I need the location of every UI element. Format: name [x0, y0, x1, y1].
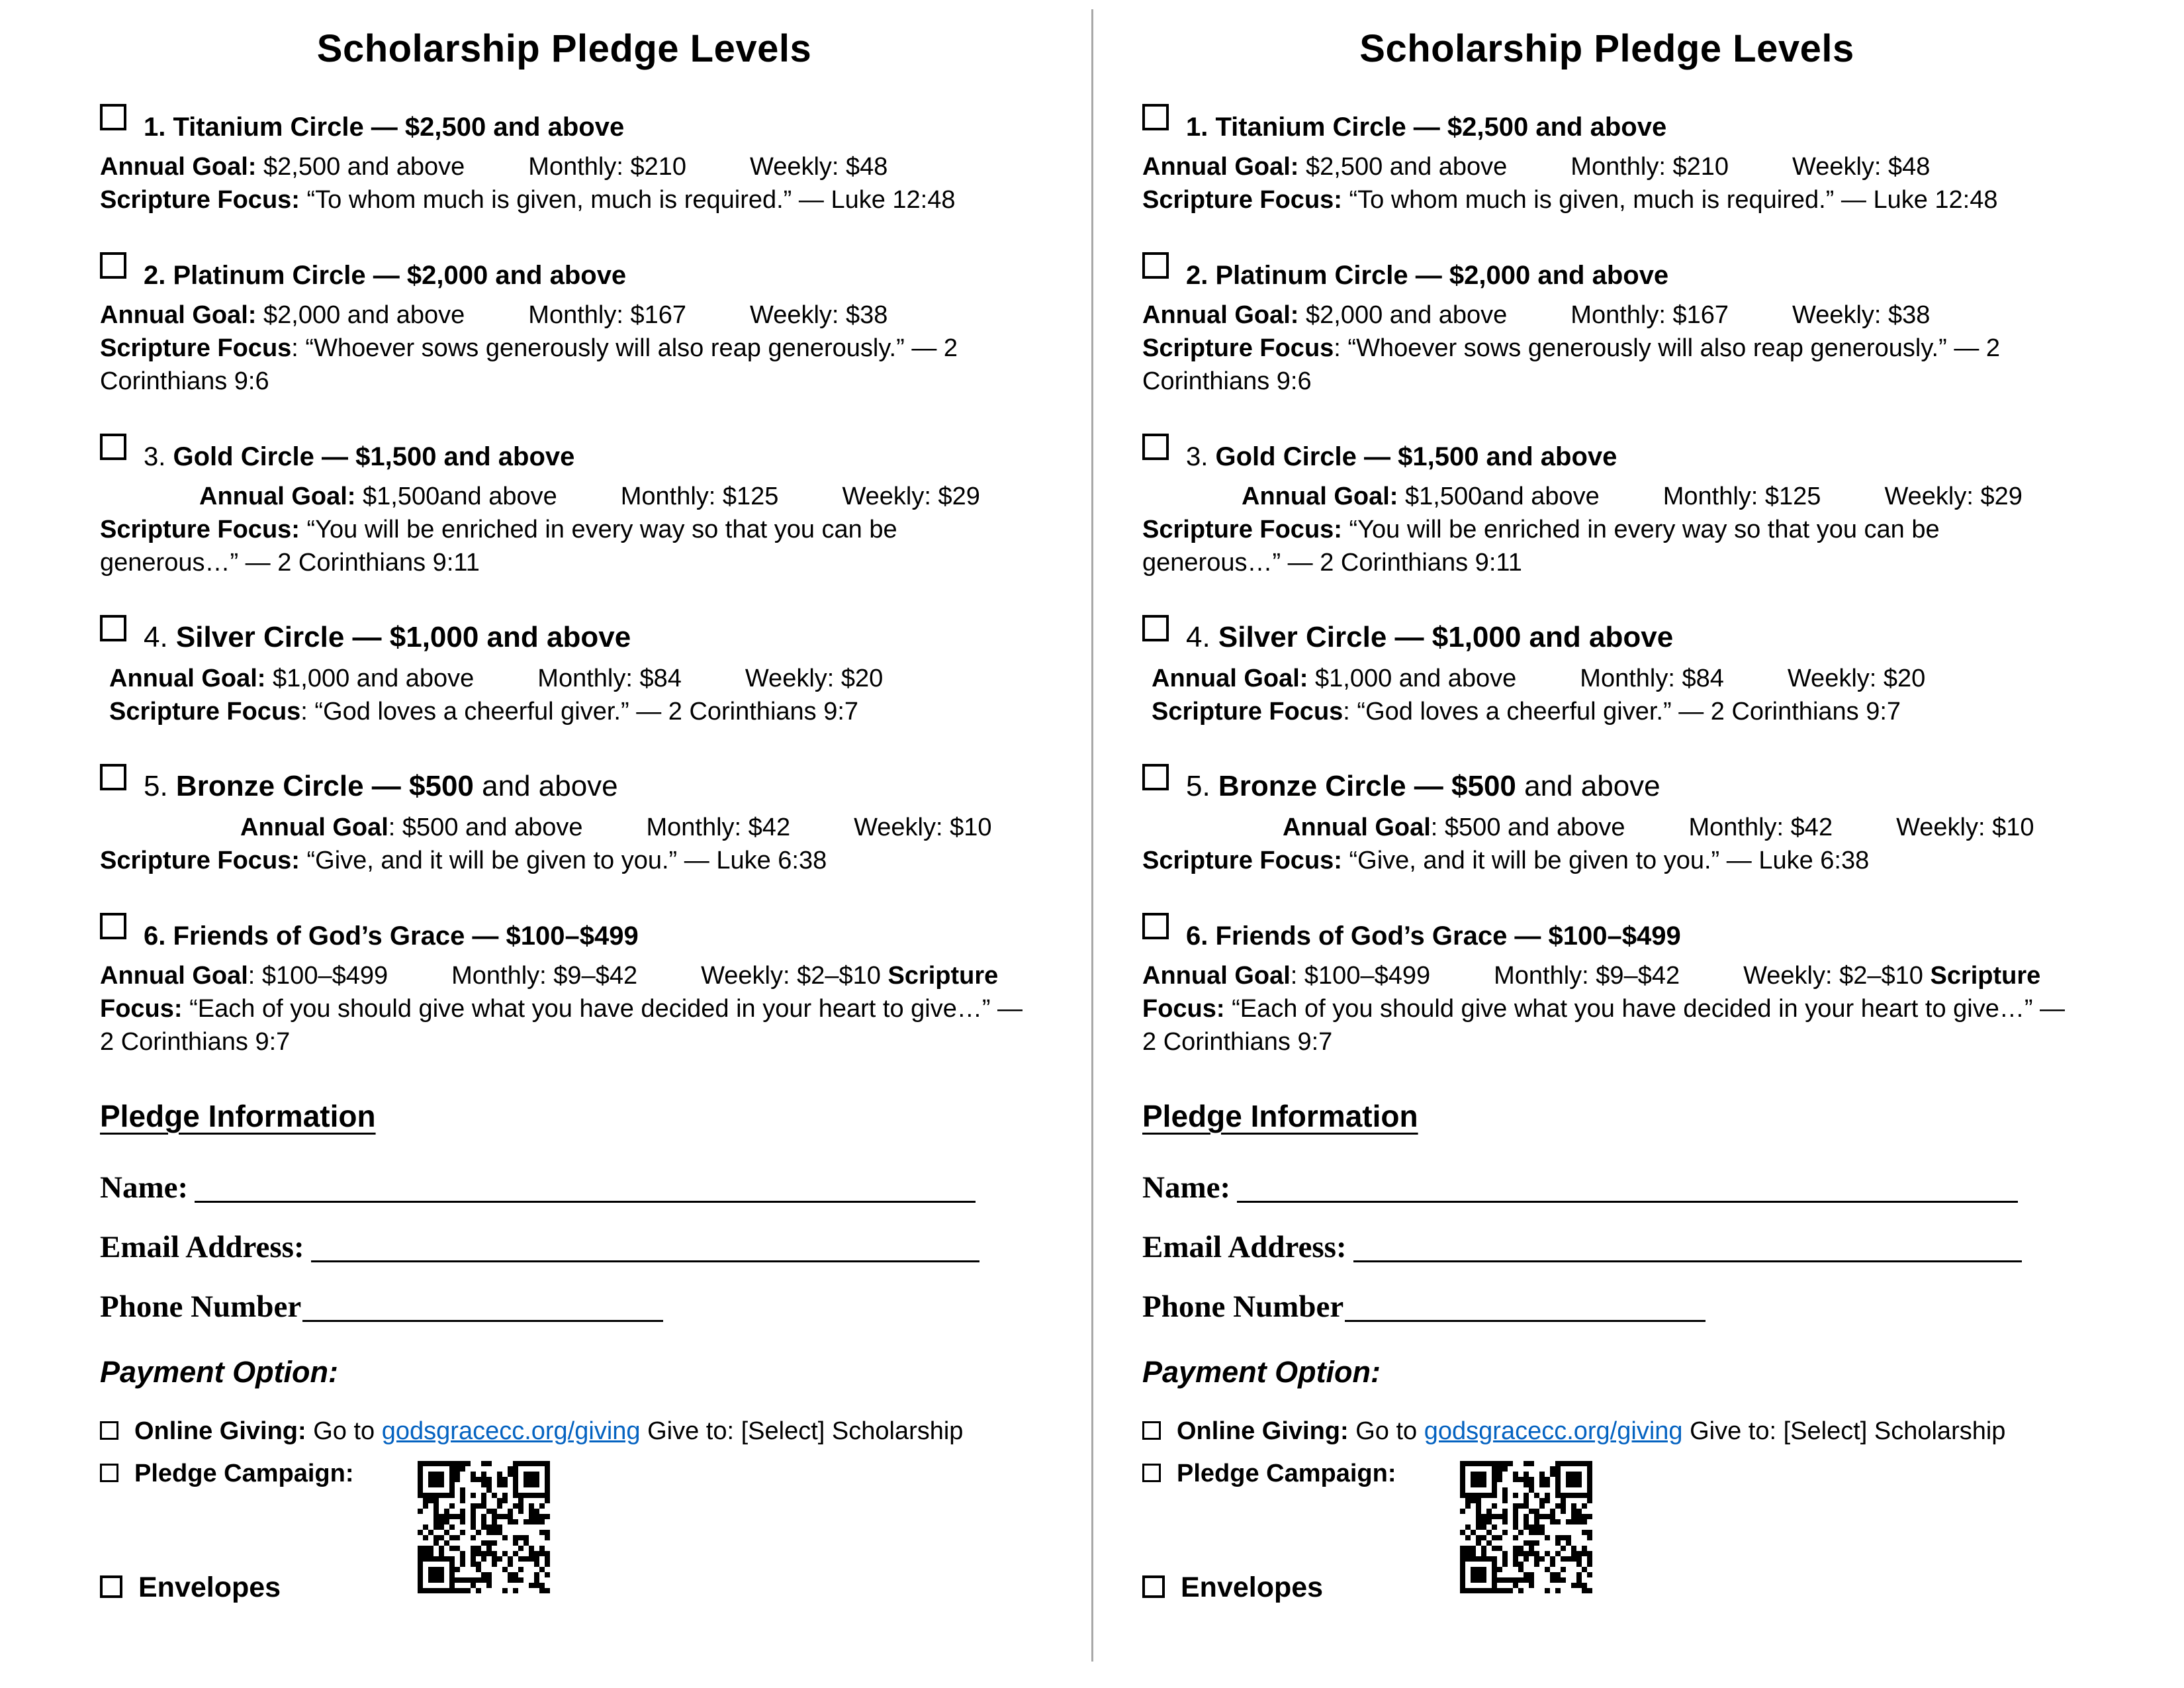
pledge-campaign-label: Pledge Campaign: [134, 1460, 354, 1487]
giving-link[interactable]: godsgracecc.org/giving [1424, 1417, 1683, 1445]
level-friends-heading [100, 917, 1028, 951]
bronze-goal-line [1142, 811, 2071, 844]
pledge-level-gold [100, 438, 1028, 579]
scripture-label: Scripture Focus: [1142, 847, 1342, 874]
scripture-label: Scripture Focus: [100, 186, 300, 214]
email-field-row [1142, 1229, 2071, 1265]
pledge-campaign-line [1142, 1457, 1460, 1490]
platinum-scripture-line [1142, 332, 2071, 398]
scripture-label: Scripture Focus: [1142, 962, 2041, 1023]
pledge-level-titanium [1142, 108, 2071, 216]
pledge-campaign-checkbox[interactable] [1142, 1464, 1161, 1482]
pledge-information-heading: Pledge Information [1142, 1099, 1418, 1133]
pledge-campaign-label: Pledge Campaign: [1177, 1460, 1396, 1487]
envelopes-line [1142, 1571, 1460, 1604]
pledge-level-silver [100, 619, 1028, 728]
pledge-level-platinum [1142, 256, 2071, 398]
pledge-information-heading: Pledge Information [100, 1099, 376, 1133]
annual-goal-value: $2,000 and above [1298, 301, 1508, 329]
level-title-text: 1. Titanium Circle — $2,500 and above [144, 113, 625, 142]
annual-goal-label: Annual Goal: [109, 665, 266, 692]
friends-goal-scripture-line [1142, 959, 2071, 1058]
titanium-checkbox[interactable] [100, 104, 126, 130]
monthly-goal: Monthly: $210 [1570, 153, 1729, 181]
weekly-goal: Weekly: $48 [750, 153, 888, 181]
level-platinum-heading [100, 256, 1028, 291]
monthly-goal: Monthly: $84 [1580, 665, 1724, 692]
level-number: 4. [1186, 621, 1218, 653]
weekly-goal: Weekly: $10 [1896, 814, 2034, 841]
level-number: 5. [144, 770, 176, 802]
monthly-goal: Monthly: $42 [646, 814, 791, 841]
scripture-text: : “Whoever sows generously will also reap generously.” — 2 Corinthians 9:6 [100, 334, 958, 395]
annual-goal-label: Annual Goal: [1152, 665, 1308, 692]
pledge-campaign-line [100, 1457, 418, 1490]
annual-goal-value: : $100–$499 [1290, 962, 1431, 990]
annual-goal-label: Annual Goal: [1242, 483, 1398, 510]
online-giving-checkbox[interactable] [1142, 1421, 1161, 1440]
page-title: Scholarship Pledge Levels [316, 27, 812, 70]
monthly-goal: Monthly: $210 [528, 153, 687, 181]
online-giving-line [1142, 1415, 2071, 1448]
annual-goal-label: Annual Goal: [1142, 153, 1299, 181]
annual-goal-value: $1,500and above [355, 483, 557, 510]
silver-goal-line [1142, 662, 2071, 695]
name-blank-line[interactable] [1237, 1201, 2018, 1203]
level-number: 5. [1186, 770, 1218, 802]
level-number: 4. [144, 621, 176, 653]
bronze-checkbox[interactable] [1142, 764, 1169, 790]
phone-field-row [1142, 1289, 2071, 1325]
level-bronze-heading [1142, 768, 2071, 803]
platinum-goal-line [100, 299, 1028, 332]
column-divider [1091, 9, 1093, 1662]
scripture-text: : “God loves a cheerful giver.” — 2 Corinthians 9:7 [300, 698, 859, 726]
weekly-goal: Weekly: $48 [1792, 153, 1931, 181]
level-title-text: Silver Circle — $1,000 and above [1218, 621, 1674, 653]
weekly-goal: Weekly: $29 [1884, 483, 2023, 510]
level-title-text: Bronze Circle — $500 [175, 770, 474, 802]
email-label: Email Address: [100, 1230, 304, 1264]
gold-checkbox[interactable] [1142, 434, 1169, 460]
titanium-goal-line [100, 150, 1028, 183]
email-label: Email Address: [1142, 1230, 1347, 1264]
phone-field-row [100, 1289, 1028, 1325]
platinum-scripture-line [100, 332, 1028, 398]
silver-scripture-line [100, 695, 1028, 728]
pledge-level-gold [1142, 438, 2071, 579]
annual-goal-label: Annual Goal [1142, 962, 1291, 990]
annual-goal-label: Annual Goal [1283, 814, 1431, 841]
phone-blank-line[interactable] [1345, 1320, 1706, 1322]
monthly-goal: Monthly: $42 [1688, 814, 1833, 841]
scripture-text: “Give, and it will be given to you.” — Luke 6:38 [299, 847, 827, 874]
bronze-checkbox[interactable] [100, 764, 126, 790]
level-title-suffix: and above [1516, 770, 1661, 802]
friends-goal-scripture-line [100, 959, 1028, 1058]
payment-option-heading: Payment Option: [1142, 1355, 1381, 1389]
level-bronze-heading [100, 768, 1028, 803]
scripture-label: Scripture Focus [109, 698, 301, 726]
name-field-row [100, 1170, 1028, 1205]
weekly-goal: Weekly: $2–$10 [1743, 962, 1931, 990]
monthly-goal: Monthly: $125 [620, 483, 779, 510]
phone-label: Phone Number [1142, 1289, 1344, 1324]
weekly-goal: Weekly: $2–$10 [701, 962, 888, 990]
pledge-level-friends [100, 917, 1028, 1058]
platinum-goal-line [1142, 299, 2071, 332]
scripture-text: : “God loves a cheerful giver.” — 2 Corinthians 9:7 [1343, 698, 1901, 726]
annual-goal-label: Annual Goal: [199, 483, 356, 510]
scripture-label: Scripture Focus: [100, 962, 999, 1023]
gold-goal-line [1142, 480, 2071, 513]
pledge-level-silver [1142, 619, 2071, 728]
annual-goal-value: : $500 and above [388, 814, 583, 841]
level-title-text: Gold Circle — $1,500 and above [173, 442, 575, 471]
weekly-goal: Weekly: $29 [842, 483, 980, 510]
monthly-goal: Monthly: $167 [1570, 301, 1729, 329]
name-blank-line[interactable] [195, 1201, 976, 1203]
pledge-campaign-checkbox[interactable] [100, 1464, 118, 1482]
gold-goal-line [100, 480, 1028, 513]
qr-code [1460, 1461, 1592, 1593]
email-blank-line[interactable] [1353, 1260, 2022, 1262]
annual-goal-label: Annual Goal [100, 962, 248, 990]
campaign-row [1142, 1457, 2071, 1604]
name-label: Name: [100, 1170, 189, 1205]
pledge-level-bronze [1142, 768, 2071, 877]
friends-checkbox[interactable] [100, 913, 126, 939]
scripture-text: : “Whoever sows generously will also reap generously.” — 2 Corinthians 9:6 [1142, 334, 2001, 395]
online-giving-post-text: Give to: [Select] Scholarship [640, 1417, 964, 1445]
titanium-scripture-line [1142, 183, 2071, 216]
level-title-text: 6. Friends of God’s Grace — $100–$499 [144, 921, 639, 951]
monthly-goal: Monthly: $9–$42 [1494, 962, 1680, 990]
scripture-text: “To whom much is given, much is required.” — Luke 12:48 [1342, 186, 1998, 214]
weekly-goal: Weekly: $38 [750, 301, 888, 329]
pledge-level-platinum [100, 256, 1028, 398]
weekly-goal: Weekly: $10 [854, 814, 992, 841]
email-field-row [100, 1229, 1028, 1265]
level-title-text: Bronze Circle — $500 [1218, 770, 1516, 802]
monthly-goal: Monthly: $125 [1662, 483, 1821, 510]
annual-goal-value: $2,500 and above [256, 153, 465, 181]
level-title-text: 2. Platinum Circle — $2,000 and above [1186, 261, 1669, 290]
scripture-text: “Each of you should give what you have decided in your heart to give…” — 2 Corinthians 9:7 [100, 995, 1023, 1056]
gold-scripture-line [1142, 513, 2071, 579]
qr-code [418, 1461, 550, 1593]
online-giving-line [100, 1415, 1028, 1448]
envelopes-checkbox[interactable] [1142, 1575, 1165, 1598]
silver-checkbox[interactable] [100, 615, 126, 641]
giving-link[interactable]: godsgracecc.org/giving [381, 1417, 641, 1445]
scripture-text: “Give, and it will be given to you.” — Luke 6:38 [1342, 847, 1870, 874]
level-platinum-heading [1142, 256, 2071, 291]
gold-scripture-line [100, 513, 1028, 579]
name-label: Name: [1142, 1170, 1231, 1205]
annual-goal-value: $1,000 and above [1308, 665, 1517, 692]
level-title-text: 6. Friends of God’s Grace — $100–$499 [1186, 921, 1681, 951]
level-title-text: 1. Titanium Circle — $2,500 and above [1186, 113, 1667, 142]
platinum-checkbox[interactable] [1142, 252, 1169, 279]
level-silver-heading [1142, 619, 2071, 654]
level-gold-heading [100, 438, 1028, 472]
name-field-row [1142, 1170, 2071, 1205]
campaign-left-stack [1142, 1457, 1460, 1604]
level-title-suffix: and above [473, 770, 618, 802]
annual-goal-value: : $100–$499 [248, 962, 388, 990]
annual-goal-label: Annual Goal: [100, 153, 257, 181]
pledge-level-friends [1142, 917, 2071, 1058]
level-number: 3. [1186, 442, 1216, 471]
bronze-goal-line [100, 811, 1028, 844]
annual-goal-label: Annual Goal: [100, 301, 257, 329]
annual-goal-label: Annual Goal [240, 814, 388, 841]
platinum-checkbox[interactable] [100, 252, 126, 279]
phone-label: Phone Number [100, 1289, 302, 1324]
level-gold-heading [1142, 438, 2071, 472]
page-title: Scholarship Pledge Levels [1359, 27, 1854, 70]
online-giving-post-text: Give to: [Select] Scholarship [1682, 1417, 2006, 1445]
campaign-left-stack [100, 1457, 418, 1604]
weekly-goal: Weekly: $20 [1787, 665, 1926, 692]
email-blank-line[interactable] [311, 1260, 979, 1262]
pledge-level-bronze [100, 768, 1028, 877]
document-column-right [1092, 0, 2184, 1688]
phone-blank-line[interactable] [302, 1320, 663, 1322]
level-number: 3. [144, 442, 173, 471]
friends-checkbox[interactable] [1142, 913, 1169, 939]
annual-goal-label: Annual Goal: [1142, 301, 1299, 329]
online-giving-checkbox[interactable] [100, 1421, 118, 1440]
scripture-text: “You will be enriched in every way so that you can be generous…” — 2 Corinthians 9:11 [100, 516, 897, 577]
scripture-label: Scripture Focus: [100, 516, 300, 543]
monthly-goal: Monthly: $167 [528, 301, 687, 329]
level-title-text: 2. Platinum Circle — $2,000 and above [144, 261, 627, 290]
online-giving-label: Online Giving: [134, 1417, 306, 1445]
online-giving-pre-text: Go to [1348, 1417, 1424, 1445]
scripture-label: Scripture Focus [1152, 698, 1343, 726]
weekly-goal: Weekly: $20 [745, 665, 884, 692]
titanium-checkbox[interactable] [1142, 104, 1169, 130]
campaign-row [100, 1457, 1028, 1604]
annual-goal-value: $2,000 and above [256, 301, 465, 329]
gold-checkbox[interactable] [100, 434, 126, 460]
bronze-scripture-line [100, 844, 1028, 877]
payment-option-heading: Payment Option: [100, 1355, 339, 1389]
envelopes-label: Envelopes [138, 1571, 281, 1603]
level-title-text: Gold Circle — $1,500 and above [1215, 442, 1617, 471]
level-title-text: Silver Circle — $1,000 and above [175, 621, 631, 653]
envelopes-line [100, 1571, 418, 1604]
scripture-label: Scripture Focus [100, 334, 292, 362]
annual-goal-value: $1,500and above [1398, 483, 1600, 510]
monthly-goal: Monthly: $84 [537, 665, 682, 692]
annual-goal-value: $2,500 and above [1298, 153, 1508, 181]
annual-goal-value: $1,000 and above [265, 665, 475, 692]
titanium-goal-line [1142, 150, 2071, 183]
scripture-label: Scripture Focus: [100, 847, 300, 874]
monthly-goal: Monthly: $9–$42 [451, 962, 638, 990]
envelopes-checkbox[interactable] [100, 1575, 122, 1598]
pledge-level-titanium [100, 108, 1028, 216]
bronze-scripture-line [1142, 844, 2071, 877]
scripture-text: “Each of you should give what you have decided in your heart to give…” — 2 Corinthians 9:7 [1142, 995, 2066, 1056]
level-friends-heading [1142, 917, 2071, 951]
online-giving-label: Online Giving: [1177, 1417, 1349, 1445]
scripture-text: “You will be enriched in every way so that you can be generous…” — 2 Corinthians 9:11 [1142, 516, 1940, 577]
level-titanium-heading [100, 108, 1028, 142]
weekly-goal: Weekly: $38 [1792, 301, 1931, 329]
scripture-label: Scripture Focus: [1142, 186, 1342, 214]
level-titanium-heading [1142, 108, 2071, 142]
envelopes-label: Envelopes [1181, 1571, 1324, 1603]
level-silver-heading [100, 619, 1028, 654]
silver-checkbox[interactable] [1142, 615, 1169, 641]
annual-goal-value: : $500 and above [1430, 814, 1625, 841]
scripture-label: Scripture Focus [1142, 334, 1334, 362]
scripture-label: Scripture Focus: [1142, 516, 1342, 543]
titanium-scripture-line [100, 183, 1028, 216]
silver-scripture-line [1142, 695, 2071, 728]
silver-goal-line [100, 662, 1028, 695]
online-giving-pre-text: Go to [306, 1417, 382, 1445]
scripture-text: “To whom much is given, much is required.” — Luke 12:48 [299, 186, 956, 214]
